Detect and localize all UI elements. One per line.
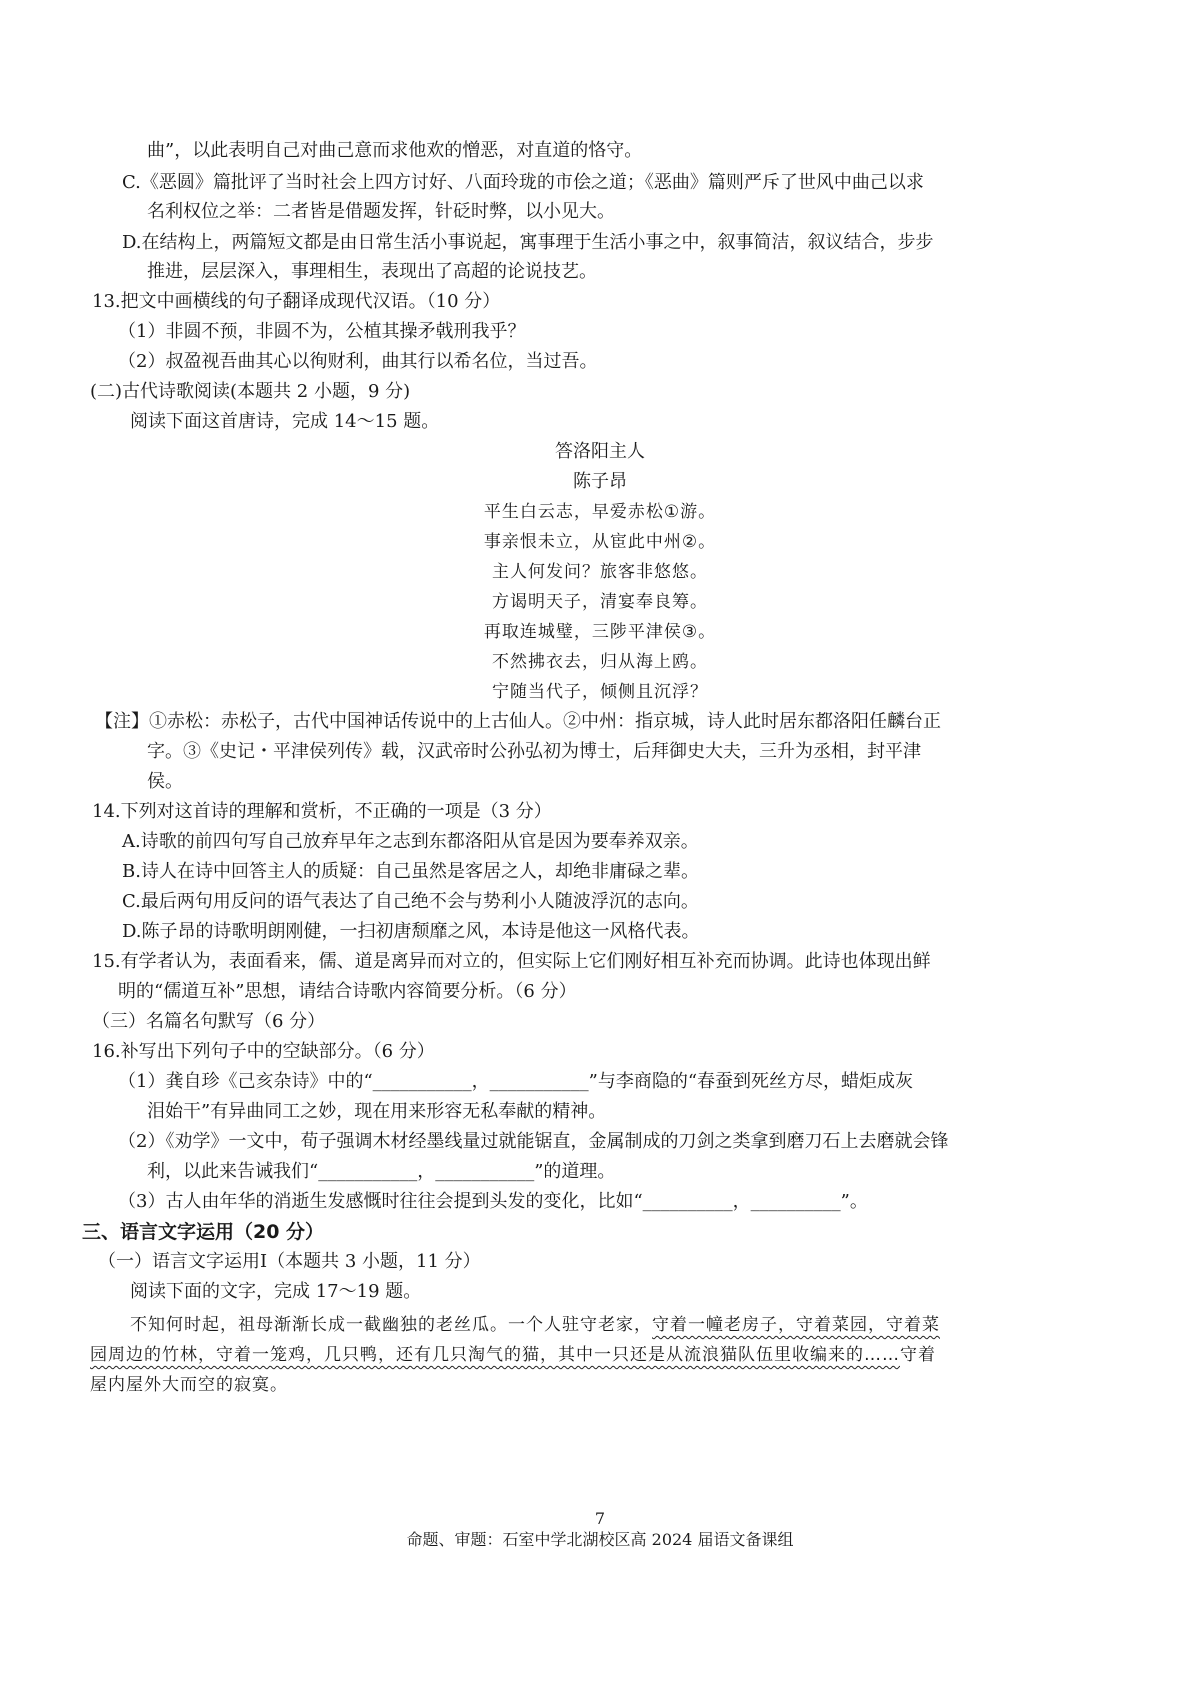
q14-stem: 14.下列对这首诗的理解和赏析，不正确的一项是（3 分） [92,801,552,822]
q14-option-d: D.陈子昂的诗歌明朗刚健，一扫初唐颓靡之风，本诗是他这一风格代表。 [122,921,700,942]
q16-item-3: （3）古人由年华的消逝生发感慨时往往会提到头发的变化，比如“__________，__________”。 [118,1191,868,1212]
poem-line: 不然拂衣去，归从海上鸥。 [492,652,708,672]
passage-underlined-text: 守着一幢老房子，守着菜园，守着菜 [652,1315,940,1335]
q16-item-1-cont: 泪始干”有异曲同工之妙，现在用来形容无私奉献的精神。 [147,1101,607,1122]
poem-note-cont: 侯。 [147,771,183,792]
poem-note: 【注】①赤松：赤松子，古代中国神话传说中的上古仙人。②中州：指京城，诗人此时居东都洛阳任麟台正 [95,711,941,732]
q14-option-b: B.诗人在诗中回答主人的质疑：自己虽然是客居之人，却绝非庸碌之辈。 [122,861,699,882]
section-2-intro: 阅读下面这首唐诗，完成 14～15 题。 [130,411,440,432]
poem-line: 事亲恨未立，从宦此中州②。 [483,532,717,552]
q13-sentence-1: （1）非圆不预，非圆不为，公植其操矛戟刑我乎？ [118,321,526,342]
q14-option-a: A.诗歌的前四句写自己放弃早年之志到东都洛阳从官是因为要奉养双亲。 [122,831,699,852]
part-3-intro: 阅读下面的文字，完成 17～19 题。 [130,1281,422,1302]
poem-line: 再取连城璧，三陟平津侯③。 [483,622,717,642]
q16-stem: 16.补写出下列句子中的空缺部分。（6 分） [92,1041,435,1062]
part-3-heading: 三、语言文字运用（20 分） [82,1221,325,1243]
poem-line: 平生白云志，早爱赤松①游。 [483,502,717,522]
passage-line-2 [90,1343,936,1367]
q15-stem-cont: 明的“儒道互补”思想，请结合诗歌内容简要分析。（6 分） [118,981,577,1002]
q16-item-1: （1）龚自珍《己亥杂诗》中的“___________，___________”与李商隐的“春蚕到死丝方尽，蜡炬成灰 [118,1071,914,1092]
poem-title: 答洛阳主人 [555,441,645,462]
q12-option-c-cont: 名利权位之举：二者皆是借题发挥，针砭时弊，以小见大。 [147,201,615,222]
page-credit: 命题、审题：石室中学北湖校区高 2024 届语文备课组 [406,1530,794,1549]
q12-option-d-cont: 推进，层层深入，事理相生，表现出了高超的论说技艺。 [147,261,597,282]
passage-line-3 [90,1373,288,1397]
q13-sentence-2: （2）叔盈视吾曲其心以徇财利，曲其行以希名位，当过吾。 [118,351,598,372]
poem-note-cont: 字。③《史记・平津侯列传》载，汉武帝时公孙弘初为博士，后拜御史大夫，三升为丞相，封平津 [147,741,921,762]
poem-line: 方谒明天子，清宴奉良筹。 [492,592,708,612]
q12-option-d: D.在结构上，两篇短文都是由日常生活小事说起，寓事理于生活小事之中，叙事简洁，叙议结合，步步 [122,232,934,253]
section-3-title: （三）名篇名句默写（6 分） [92,1011,326,1032]
passage-text: 不知何时起，祖母渐渐长成一截幽独的老丝瓜。一个人驻守老家， [130,1315,652,1335]
page-number: 7 [594,1509,606,1528]
q13-stem: 13.把文中画横线的句子翻译成现代汉语。（10 分） [92,291,501,312]
q14-option-c: C.最后两句用反问的语气表达了自己绝不会与势利小人随波浮沉的志向。 [122,891,699,912]
passage-text: 屋内屋外大而空的寂寞。 [90,1375,288,1395]
q15-stem: 15.有学者认为，表面看来，儒、道是离异而对立的，但实际上它们刚好相互补充而协调。此诗也体现出鲜 [92,951,931,972]
q12-option-c: C.《恶圆》篇批评了当时社会上四方讨好、八面玲珑的市侩之道；《恶曲》篇则严斥了世风中曲己以求 [122,172,924,193]
part-3-subheading: （一）语言文字运用Ⅰ（本题共 3 小题，11 分） [98,1251,481,1272]
section-2-title: (二)古代诗歌阅读(本题共 2 小题，9 分) [90,381,411,402]
poem-author: 陈子昂 [573,471,627,492]
q16-item-2-cont: 利，以此来告诫我们“___________，___________”的道理。 [147,1161,616,1182]
q16-item-2: （2）《劝学》一文中，荀子强调木材经墨线量过就能锯直，金属制成的刀剑之类拿到磨刀石上去磨就会锋 [118,1131,949,1152]
poem-line: 主人何发问？旅客非悠悠。 [492,562,708,582]
q12-option-b-continuation: 曲”，以此表明自己对曲己意而求他欢的憎恶，对直道的恪守。 [147,140,643,161]
passage-underlined-text: 园周边的竹林，守着一笼鸡，几只鸭，还有几只淘气的猫，其中一只还是从流浪猫队伍里收编来的…… [90,1345,900,1365]
passage-line-1 [130,1313,940,1337]
poem-line: 宁随当代子，倾侧且沉浮？ [492,682,708,702]
passage-text: 守着 [900,1345,936,1365]
